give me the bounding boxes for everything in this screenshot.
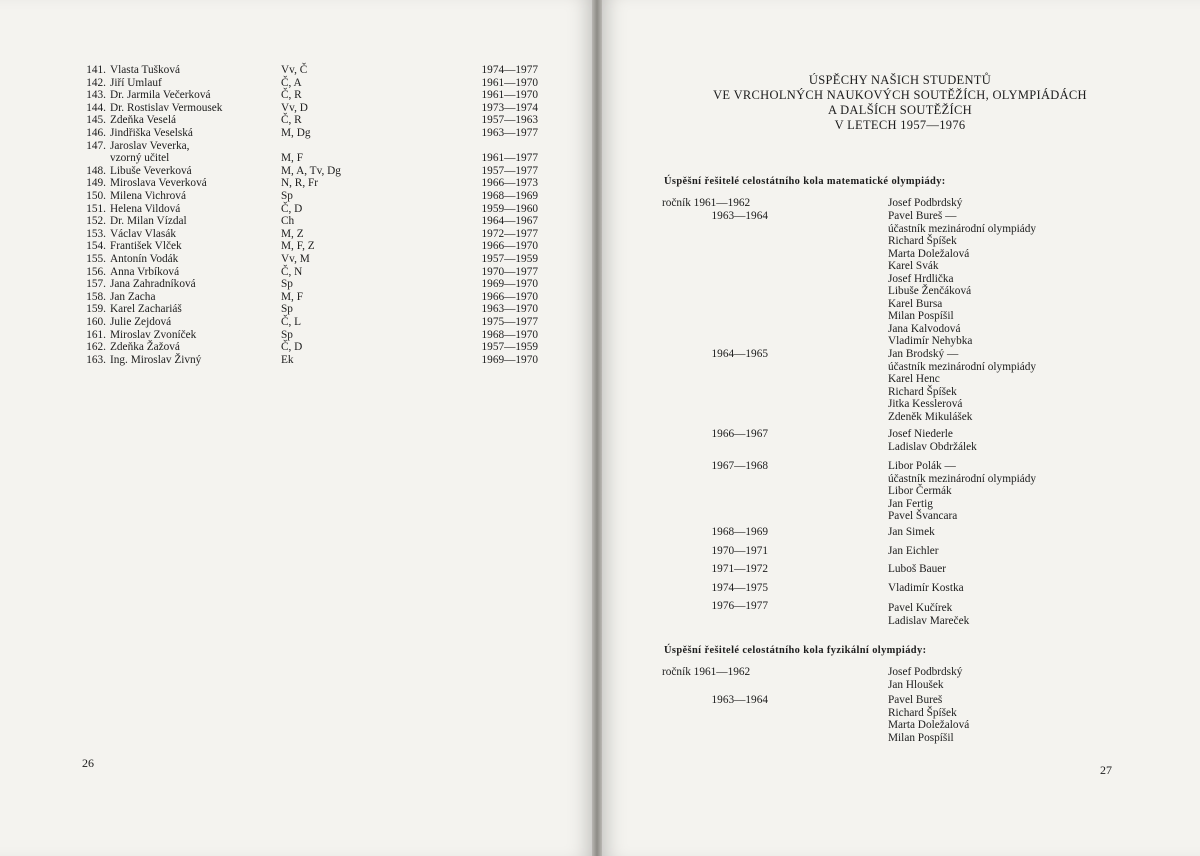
row-name: Miroslav Zvoníček bbox=[110, 328, 197, 341]
title-line: V LETECH 1957—1976 bbox=[834, 118, 966, 132]
entry-names bbox=[888, 428, 977, 453]
row-years: 1973—1974 bbox=[481, 101, 538, 114]
row-name: Dr. Jarmila Večerková bbox=[110, 89, 211, 102]
row-name: Zdeňka Žažová bbox=[110, 341, 180, 354]
entry-names bbox=[888, 348, 1036, 423]
student-name: Milan Pospíšil bbox=[888, 310, 954, 322]
student-name: Pavel Švancara bbox=[888, 510, 958, 522]
row-name: Libuše Veverková bbox=[110, 164, 192, 177]
row-number: 144. bbox=[86, 101, 106, 114]
student-name: Jitka Kesslerová bbox=[888, 398, 963, 410]
row-subjects: Sp bbox=[281, 303, 293, 316]
row-subjects: Č, D bbox=[281, 341, 303, 354]
row-years: 1970—1977 bbox=[481, 265, 538, 278]
row-number: 145. bbox=[86, 114, 106, 127]
row-name: Miroslava Veverková bbox=[110, 177, 207, 190]
row-years: 1957—1977 bbox=[481, 164, 538, 177]
row-number: 158. bbox=[86, 290, 106, 303]
row-years: 1972—1977 bbox=[481, 227, 538, 240]
page-number-right: 27 bbox=[1100, 763, 1112, 777]
row-number: 163. bbox=[86, 353, 106, 366]
student-name: Josef Hrdlička bbox=[888, 272, 954, 285]
title-line: ÚSPĚCHY NAŠICH STUDENTŮ bbox=[808, 73, 992, 87]
row-years: 1975—1977 bbox=[481, 316, 538, 328]
row-subjects: Vv, M bbox=[281, 253, 310, 265]
row-name: Dr. Rostislav Vermousek bbox=[110, 101, 223, 114]
student-name: Richard Špíšek bbox=[888, 385, 957, 398]
row-name: Jana Zahradníková bbox=[110, 278, 196, 291]
row-name: Vlasta Tušková bbox=[110, 64, 180, 76]
row-name: František Vlček bbox=[110, 240, 182, 253]
row-name: vzorný učitel bbox=[110, 152, 170, 165]
student-name: Jan Eichler bbox=[888, 545, 939, 557]
student-name: Ladislav Mareček bbox=[888, 614, 970, 627]
entry-year: 1966—1967 bbox=[711, 428, 768, 440]
student-name: Jan Fertig bbox=[888, 497, 933, 510]
row-subjects: Č, D bbox=[281, 202, 303, 215]
page-number-left: 26 bbox=[82, 756, 94, 770]
student-name: Richard Špíšek bbox=[888, 235, 957, 247]
row-years: 1968—1970 bbox=[481, 328, 538, 341]
row-years: 1964—1967 bbox=[481, 215, 538, 228]
student-name: Zdeněk Mikulášek bbox=[888, 410, 973, 423]
section-heading: Úspěšní řešitelé celostátního kola matematické olympiády: bbox=[664, 176, 946, 187]
row-years: 1969—1970 bbox=[481, 278, 538, 291]
student-name: Vladimír Kostka bbox=[888, 582, 964, 594]
row-number: 154. bbox=[86, 240, 106, 253]
entry-names bbox=[888, 210, 1036, 348]
row-number: 160. bbox=[86, 316, 106, 328]
row-number: 153. bbox=[86, 227, 106, 240]
row-years: 1968—1969 bbox=[481, 190, 538, 202]
row-number: 141. bbox=[86, 64, 106, 76]
entry-names bbox=[888, 582, 964, 595]
entry-year: 1964—1965 bbox=[711, 348, 768, 360]
row-number: 142. bbox=[86, 76, 106, 89]
row-subjects: M, Z bbox=[281, 227, 304, 240]
row-name: Zdeňka Veselá bbox=[110, 114, 176, 127]
section-heading: Úspěšní řešitelé celostátního kola fyzikální olympiády: bbox=[664, 645, 927, 656]
entry-names bbox=[888, 197, 962, 210]
row-years: 1969—1970 bbox=[481, 353, 538, 366]
student-name: Karel Henc bbox=[888, 373, 940, 385]
row-years: 1957—1963 bbox=[481, 114, 538, 127]
row-name: Ing. Miroslav Živný bbox=[110, 353, 202, 366]
row-subjects: M, F, Z bbox=[281, 240, 315, 253]
student-name: Karel Bursa bbox=[888, 297, 943, 310]
entry-names bbox=[888, 563, 946, 576]
row-subjects: Vv, Č bbox=[281, 64, 308, 76]
student-name: Pavel Kučírek bbox=[888, 602, 953, 614]
row-years: 1961—1970 bbox=[481, 76, 538, 89]
title-line: A DALŠÍCH SOUTĚŽÍCH bbox=[828, 103, 972, 117]
row-years: 1961—1977 bbox=[481, 152, 538, 165]
row-name: Antonín Vodák bbox=[110, 253, 179, 265]
entry-year: 1968—1969 bbox=[711, 526, 768, 538]
row-number: 157. bbox=[86, 278, 106, 291]
student-name: Vladimír Nehybka bbox=[888, 335, 973, 347]
row-subjects: Č, N bbox=[281, 265, 303, 278]
row-years: 1961—1970 bbox=[481, 89, 538, 102]
row-name: Dr. Milan Vízdal bbox=[110, 215, 187, 228]
row-number: 159. bbox=[86, 303, 106, 316]
row-number: 152. bbox=[86, 215, 106, 228]
row-subjects: Ek bbox=[281, 353, 294, 366]
row-number: 155. bbox=[86, 253, 106, 265]
row-subjects: N, R, Fr bbox=[281, 177, 319, 190]
row-number: 147. bbox=[86, 139, 106, 152]
row-years: 1966—1970 bbox=[481, 290, 538, 303]
student-name: Libor Čermák bbox=[888, 485, 952, 497]
row-years: 1966—1970 bbox=[481, 240, 538, 253]
row-number: 162. bbox=[86, 341, 106, 354]
row-subjects: M, Dg bbox=[281, 127, 311, 139]
page-title bbox=[600, 73, 1200, 133]
student-name: Jan Brodský — bbox=[888, 348, 959, 360]
row-number: 161. bbox=[86, 328, 106, 341]
entry-year: 1963—1964 bbox=[711, 210, 768, 222]
student-name: Luboš Bauer bbox=[888, 563, 947, 575]
row-subjects: Č, R bbox=[281, 114, 302, 127]
row-years: 1959—1960 bbox=[481, 202, 538, 215]
student-name: Karel Svák bbox=[888, 260, 939, 272]
row-years: 1957—1959 bbox=[481, 253, 538, 265]
student-name: Josef Podbrdský bbox=[888, 197, 963, 209]
entry-year: ročník 1961—1962 bbox=[662, 197, 751, 209]
student-name: Jan Hloušek bbox=[888, 678, 944, 691]
row-subjects: M, A, Tv, Dg bbox=[281, 164, 341, 177]
row-years: 1963—1970 bbox=[481, 303, 538, 316]
entry-names bbox=[888, 602, 969, 627]
row-name: Jan Zacha bbox=[110, 290, 156, 303]
row-name: Karel Zachariáš bbox=[110, 303, 182, 316]
student-name: Ladislav Obdržálek bbox=[888, 440, 977, 453]
row-name: Jiří Umlauf bbox=[110, 76, 162, 89]
row-subjects: Vv, D bbox=[281, 101, 308, 114]
entry-names bbox=[888, 666, 962, 691]
student-name: Jan Simek bbox=[888, 526, 935, 538]
row-name: Jaroslav Veverka, bbox=[110, 139, 190, 152]
row-name: Václav Vlasák bbox=[110, 227, 176, 240]
entry-year: 1974—1975 bbox=[711, 582, 768, 594]
row-subjects: Sp bbox=[281, 278, 293, 291]
student-name: Jana Kalvodová bbox=[888, 322, 961, 335]
entry-year: 1970—1971 bbox=[711, 545, 768, 557]
student-name: Marta Doležalová bbox=[888, 719, 970, 731]
student-name: Libor Polák — bbox=[888, 460, 956, 472]
student-name: účastník mezinárodní olympiády bbox=[888, 360, 1037, 373]
row-subjects: M, F bbox=[281, 290, 303, 303]
entry-year: 1967—1968 bbox=[711, 460, 768, 472]
row-name: Milena Vichrová bbox=[110, 190, 186, 202]
entry-year: 1963—1964 bbox=[711, 694, 768, 706]
row-number: 146. bbox=[86, 127, 106, 139]
student-name: Milan Pospíšil bbox=[888, 731, 954, 744]
student-name: Josef Podbrdský bbox=[888, 666, 963, 678]
entry-names bbox=[888, 694, 969, 744]
row-number: 143. bbox=[86, 89, 106, 102]
row-subjects: Ch bbox=[281, 215, 295, 228]
row-subjects: Č, L bbox=[281, 316, 302, 328]
row-number: 156. bbox=[86, 265, 106, 278]
student-name: Pavel Bureš — bbox=[888, 210, 957, 222]
student-name: Marta Doležalová bbox=[888, 247, 970, 260]
row-number: 148. bbox=[86, 164, 106, 177]
title-line: VE VRCHOLNÝCH NAUKOVÝCH SOUTĚŽÍCH, OLYMPIÁDÁCH bbox=[713, 88, 1087, 102]
row-name: Jindřiška Veselská bbox=[110, 127, 193, 139]
entry-names bbox=[888, 526, 935, 539]
row-years: 1974—1977 bbox=[481, 64, 538, 76]
row-name: Julie Zejdová bbox=[110, 316, 172, 328]
row-number: 149. bbox=[86, 177, 106, 190]
row-name: Anna Vrbíková bbox=[110, 265, 180, 278]
student-name: účastník mezinárodní olympiády bbox=[888, 472, 1037, 485]
student-name: účastník mezinárodní olympiády bbox=[888, 222, 1037, 235]
student-name: Pavel Bureš bbox=[888, 694, 943, 706]
row-subjects: Č, A bbox=[281, 76, 302, 89]
row-number: 150. bbox=[86, 190, 106, 202]
entry-year: 1976—1977 bbox=[711, 600, 768, 612]
row-years: 1963—1977 bbox=[481, 127, 538, 139]
row-subjects: M, F bbox=[281, 152, 303, 165]
entry-names bbox=[888, 460, 1036, 523]
row-number: 151. bbox=[86, 202, 106, 215]
entry-year: 1971—1972 bbox=[711, 563, 768, 575]
row-name: Helena Vildová bbox=[110, 202, 181, 215]
entry-year: ročník 1961—1962 bbox=[662, 666, 751, 678]
row-subjects: Sp bbox=[281, 328, 293, 341]
entry-names bbox=[888, 545, 939, 558]
row-subjects: Sp bbox=[281, 190, 293, 202]
row-subjects: Č, R bbox=[281, 89, 302, 102]
student-name: Libuše Ženčáková bbox=[888, 285, 972, 297]
student-name: Richard Špíšek bbox=[888, 706, 957, 719]
student-name: Josef Niederle bbox=[888, 428, 953, 440]
row-years: 1957—1959 bbox=[481, 341, 538, 354]
row-years: 1966—1973 bbox=[481, 177, 538, 190]
